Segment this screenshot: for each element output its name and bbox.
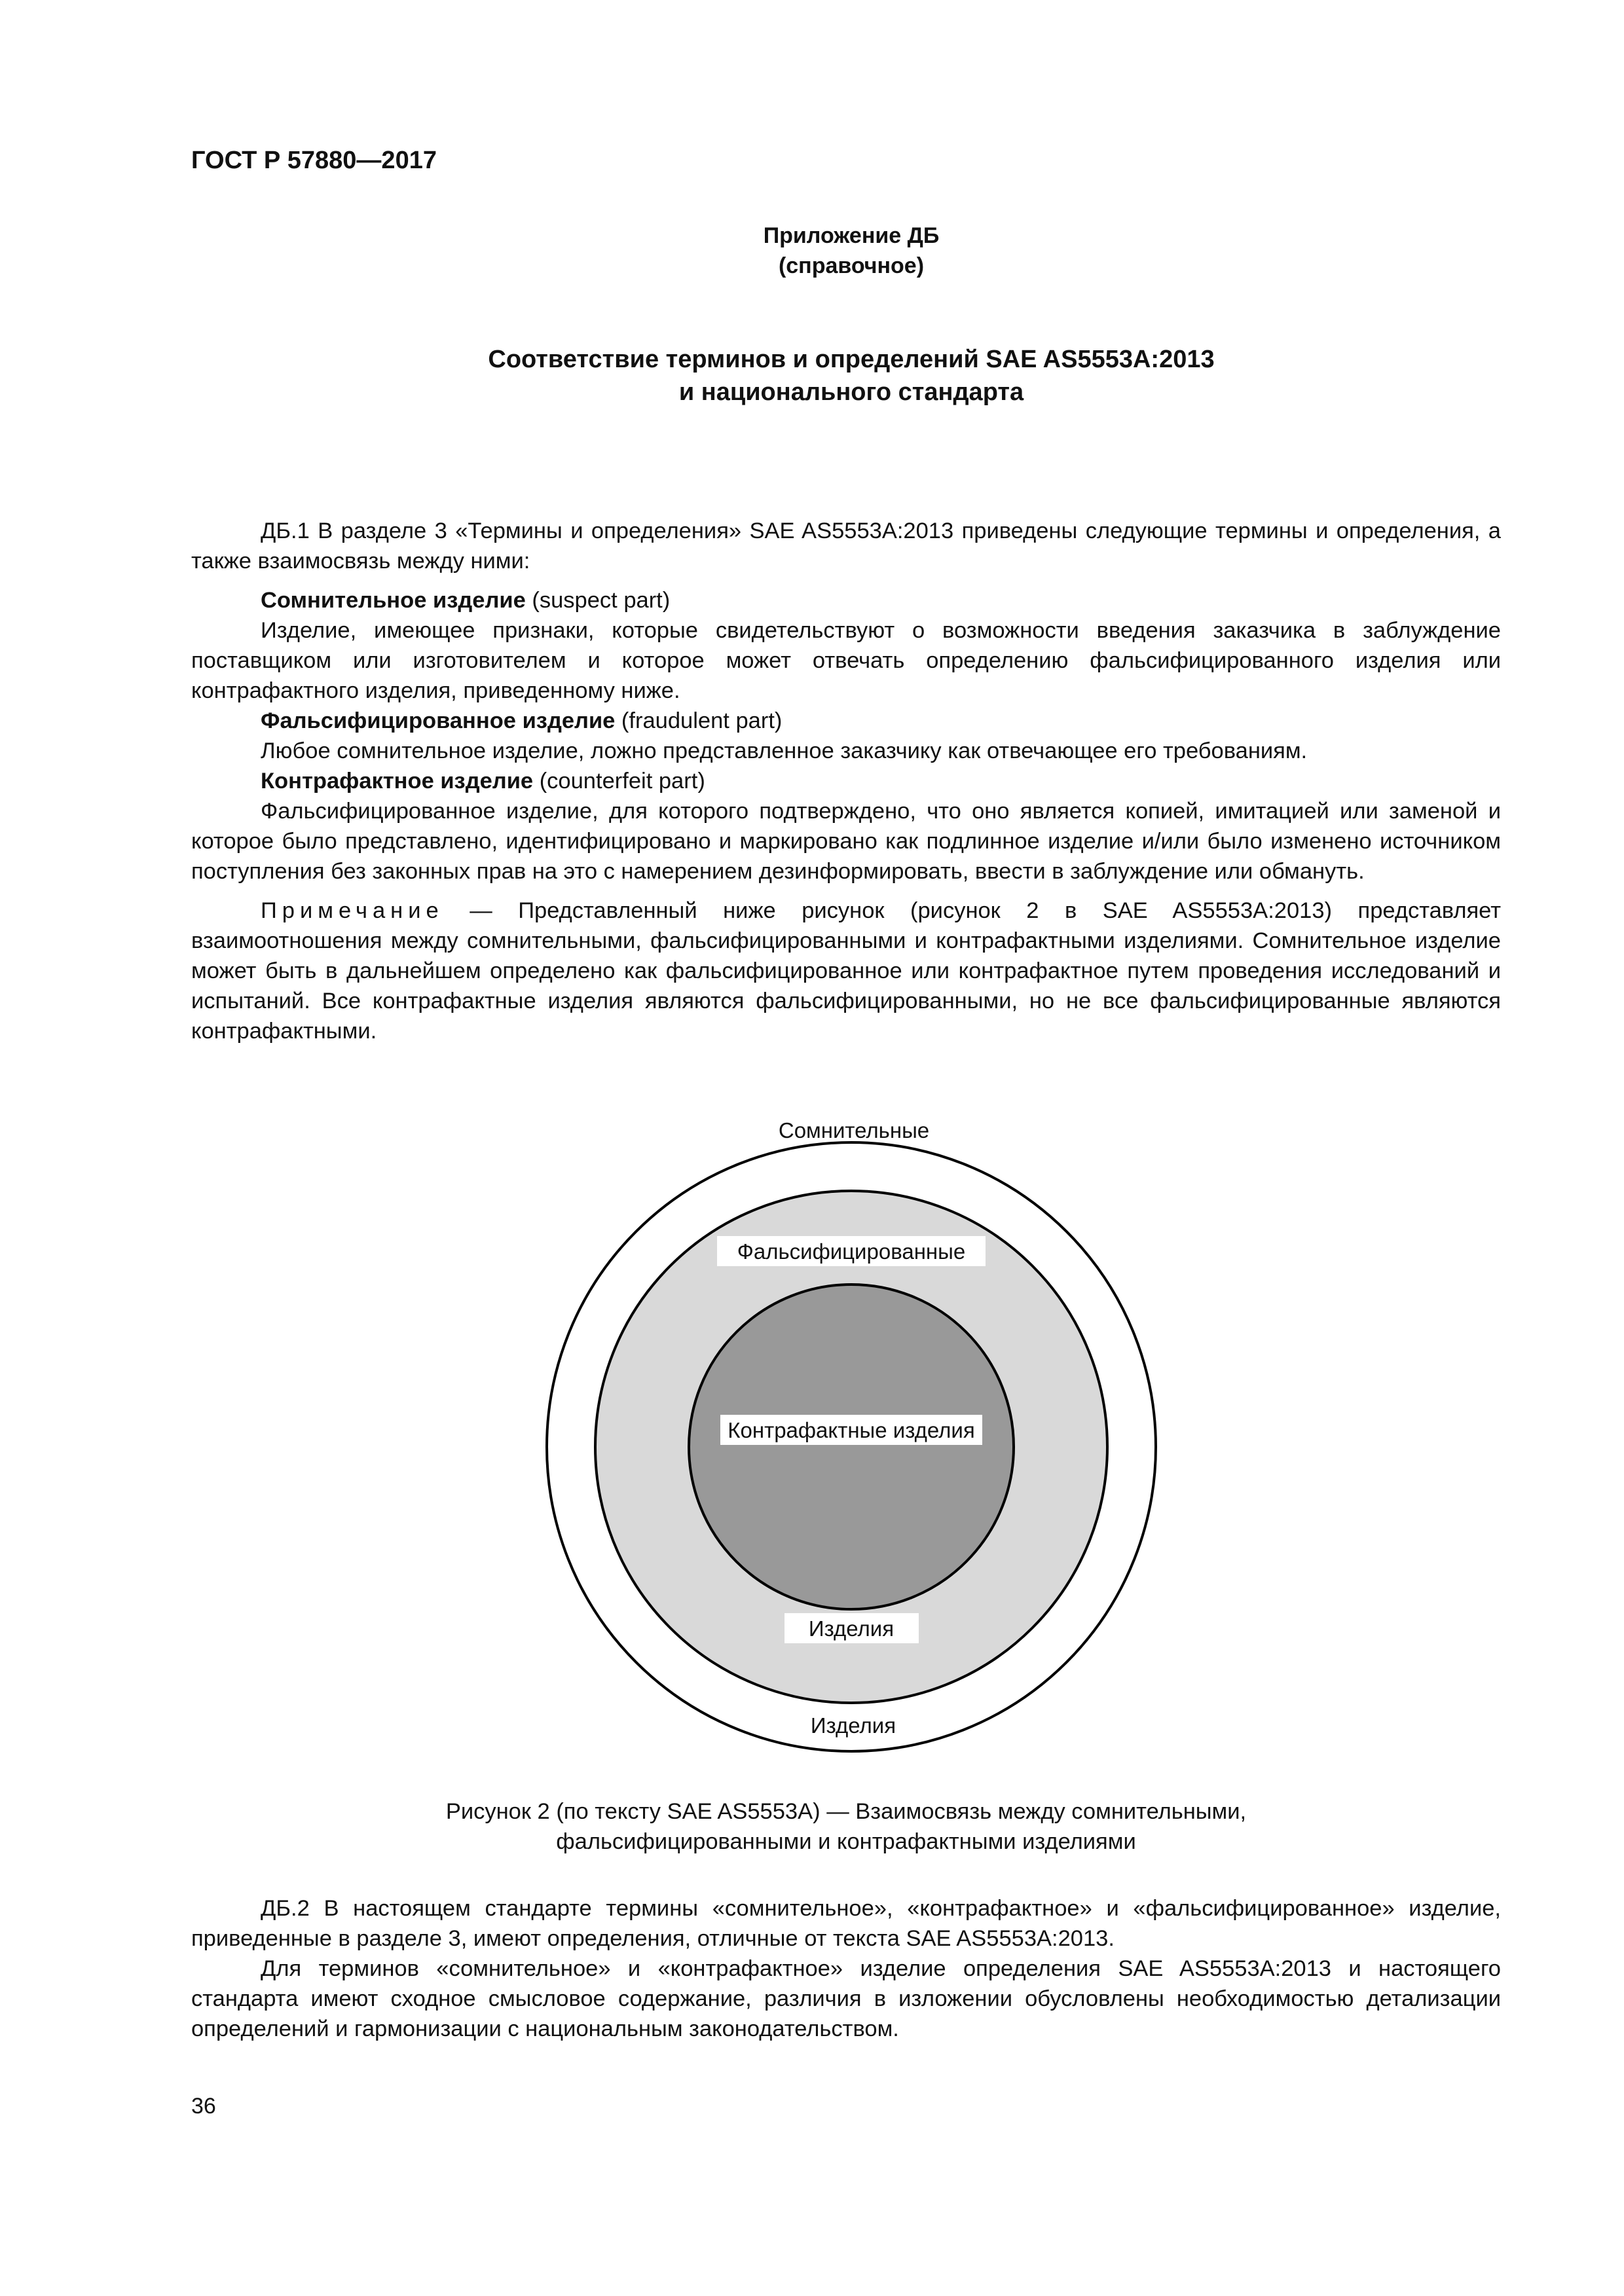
term-english: (counterfeit part) <box>533 769 705 793</box>
note-text: — Представленный ниже рисунок (рисунок 2 в SAE AS5553A:2013) представляет взаимоотношения между сомнительными, фальсифицированными и контрафактными изделиями. Сомнительное изделие может быть в дальнейшем определено как фальсифицированное или контрафактное путем проведения исследований и испытаний. Все контрафактные изделия являются фальсифицированными, но не все фальсифицированные являются контрафактными. <box>191 898 1501 1044</box>
middle-label: Фальсифицированные <box>737 1239 966 1264</box>
section-2-para-2: Для терминов «сомнительное» и «контрафактное» изделие определения SAE AS5553A:2013 и настоящего стандарта имеют сходное смысловое содержание, различия в изложении обусловлены необходимостью детализации определений и гармонизации с национальным законодательством. <box>191 1956 1501 2041</box>
section-1-intro: ДБ.1 В разделе 3 «Термины и определения» SAE AS5553A:2013 приведены следующие термины и определения, а также взаимосвязь между ними: <box>191 519 1501 574</box>
definition-suspect: Изделие, имеющее признаки, которые свидетельствуют о возможности введения заказчика в заблуждение поставщиком или изготовителем и которое может отвечать определению фальсифицированного изделия или контрафактного изделия, приведенному ниже. <box>191 618 1501 703</box>
figure-caption <box>191 1796 1501 1857</box>
appendix-heading-line-2: и национального стандарта <box>678 378 1024 406</box>
term-name: Фальсифицированное изделие <box>261 708 616 733</box>
outer-bottom-label: Изделия <box>810 1713 896 1738</box>
definition-fraudulent: Любое сомнительное изделие, ложно представленное заказчику как отвечающее его требованиям. <box>261 738 1308 763</box>
figure-caption-line-1: Рисунок 2 (по тексту SAE AS5553A) — Взаимосвязь между сомнительными, <box>445 1799 1247 1824</box>
inner-circle <box>689 1285 1014 1609</box>
term-english: (fraudulent part) <box>615 708 783 733</box>
term-name: Сомнительное изделие <box>261 588 526 613</box>
page-number: 36 <box>191 2094 216 2119</box>
definition-counterfeit: Фальсифицированное изделие, для которого подтверждено, что оно является копией, имитацией или заменой и которое было представлено, идентифицировано и маркировано как подлинное изделие и/или было изменено источником поступления без законных прав на это с намерением дезинформировать, ввести в заблуждение или обмануть. <box>191 799 1501 884</box>
inner-label: Контрафактные изделия <box>728 1418 975 1442</box>
term-name: Контрафактное изделие <box>261 769 534 793</box>
appendix-kind: (справочное) <box>778 253 925 278</box>
outer-top-label: Сомнительные <box>778 1118 930 1142</box>
term-english: (suspect part) <box>525 588 671 613</box>
document-code: ГОСТ Р 57880—2017 <box>191 147 437 174</box>
figure-caption-line-2: фальсифицированными и контрафактными изделиями <box>556 1829 1136 1854</box>
section-2 <box>191 1893 1501 2044</box>
note-label: Примечание <box>261 898 444 923</box>
appendix-heading-line-1: Соответствие терминов и определений SAE AS5553A:2013 <box>488 346 1215 373</box>
middle-bottom-label: Изделия <box>808 1616 895 1641</box>
appendix-title: Приложение ДБ <box>763 223 940 248</box>
section-2-para-1: ДБ.2 В настоящем стандарте термины «сомнительное», «контрафактное» и «фальсифицированное» изделие, приведенные в разделе 3, имеют определения, отличные от текста SAE AS5553A:2013. <box>191 1896 1501 1951</box>
